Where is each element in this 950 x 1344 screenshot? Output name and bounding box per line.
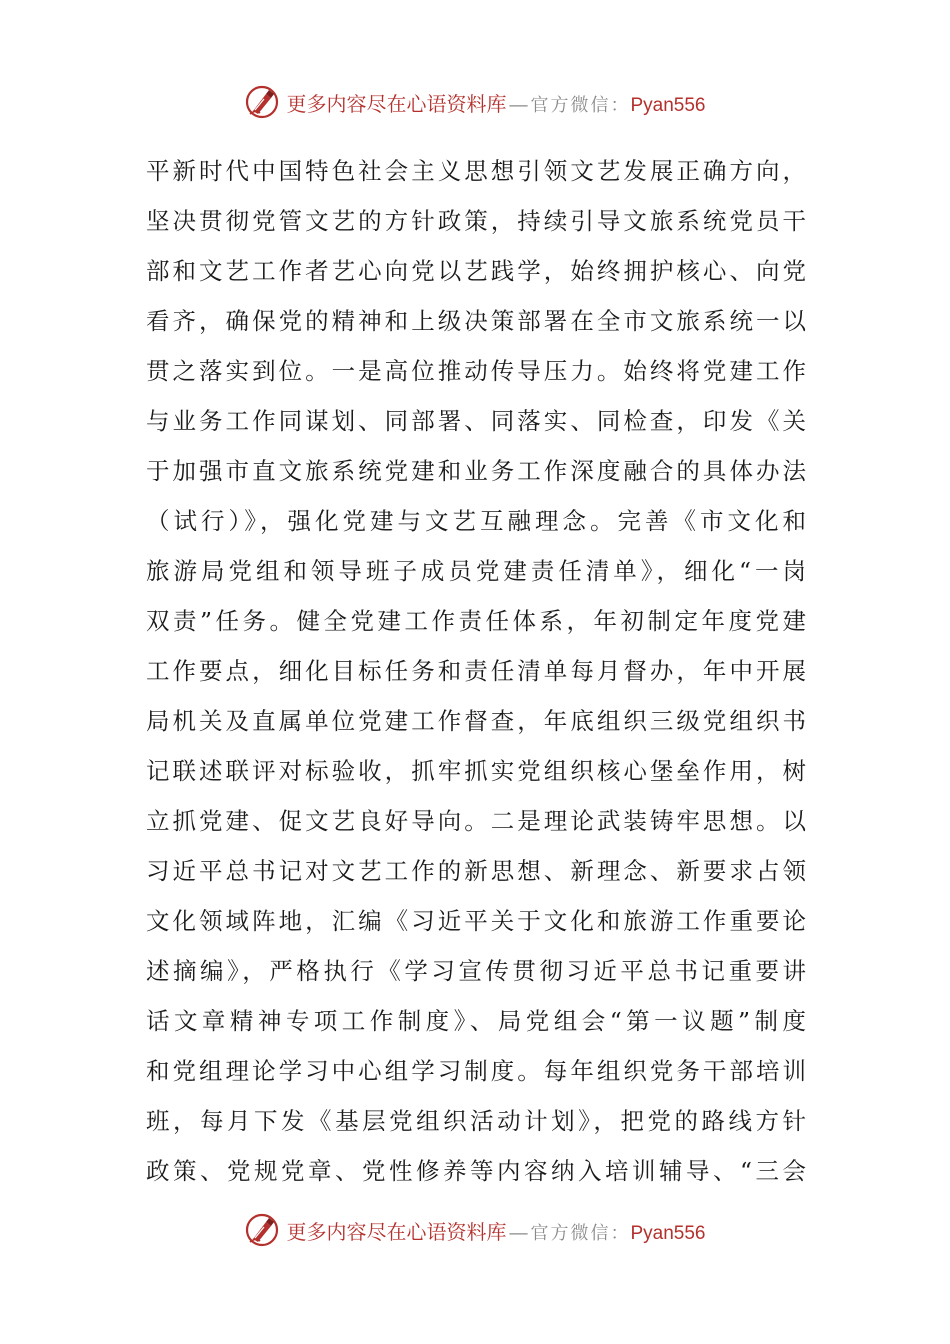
- text-line: 贯之落实到位。一是高位推动传导压力。始终将党建工作: [146, 357, 806, 385]
- text-line: 立抓党建、促文艺良好导向。二是理论武装铸牢思想。以: [146, 807, 806, 835]
- text-line: 工作要点，细化目标任务和责任清单每月督办，年中开展: [146, 657, 806, 685]
- header-banner: [0, 80, 950, 124]
- pen-logo-icon: [244, 1212, 280, 1248]
- banner-main-text: 更多内容尽在心语资料库: [286, 1219, 507, 1244]
- banner-main-text: 更多内容尽在心语资料库: [286, 91, 507, 116]
- banner-wechat-id: Pyan556: [630, 94, 706, 116]
- text-line: 部和文艺工作者艺心向党以艺践学，始终拥护核心、向党: [146, 257, 806, 285]
- text-line: 述摘编》，严格执行《学习宣传贯彻习近平总书记重要讲: [146, 957, 806, 985]
- banner-dash: —: [508, 1219, 529, 1244]
- text-line: 坚决贯彻党管文艺的方针政策，持续引导文旅系统党员干: [146, 207, 806, 235]
- text-line: 与业务工作同谋划、同部署、同落实、同检查，印发《关: [146, 407, 806, 435]
- banner-dash: —: [508, 91, 529, 116]
- text-line: 班，每月下发《基层党组织活动计划》，把党的路线方针: [146, 1107, 806, 1135]
- text-line: 旅游局党组和领导班子成员党建责任清单》，细化“一岗: [146, 557, 806, 585]
- document-body: [146, 146, 806, 1196]
- text-line: 平新时代中国特色社会主义思想引领文艺发展正确方向，: [146, 157, 806, 185]
- text-line: 局机关及直属单位党建工作督查，年底组织三级党组织书: [146, 707, 806, 735]
- text-line: 看齐，确保党的精神和上级决策部署在全市文旅系统一以: [146, 307, 806, 335]
- text-line: 双责”任务。健全党建工作责任体系，年初制定年度党建: [146, 607, 806, 635]
- text-line: 习近平总书记对文艺工作的新思想、新理念、新要求占领: [146, 857, 806, 885]
- text-line: 政策、党规党章、党性修养等内容纳入培训辅导、“三会: [146, 1157, 806, 1185]
- text-line: 记联述联评对标验收，抓牢抓实党组织核心堡垒作用，树: [146, 757, 806, 785]
- text-line: 和党组理论学习中心组学习制度。每年组织党务干部培训: [146, 1057, 806, 1085]
- banner-label: 官方微信：: [530, 1222, 631, 1244]
- text-line: 文化领域阵地，汇编《习近平关于文化和旅游工作重要论: [146, 907, 806, 935]
- pen-logo-icon: [244, 84, 280, 120]
- banner-wechat-id: Pyan556: [630, 1222, 706, 1244]
- text-line: 话文章精神专项工作制度》、局党组会“第一议题”制度: [146, 1007, 806, 1035]
- banner-label: 官方微信：: [530, 94, 631, 116]
- text-line: 于加强市直文旅系统党建和业务工作深度融合的具体办法: [146, 457, 806, 485]
- text-line: （试行）》，强化党建与文艺互融理念。完善《市文化和: [146, 507, 806, 535]
- footer-banner: [0, 1208, 950, 1252]
